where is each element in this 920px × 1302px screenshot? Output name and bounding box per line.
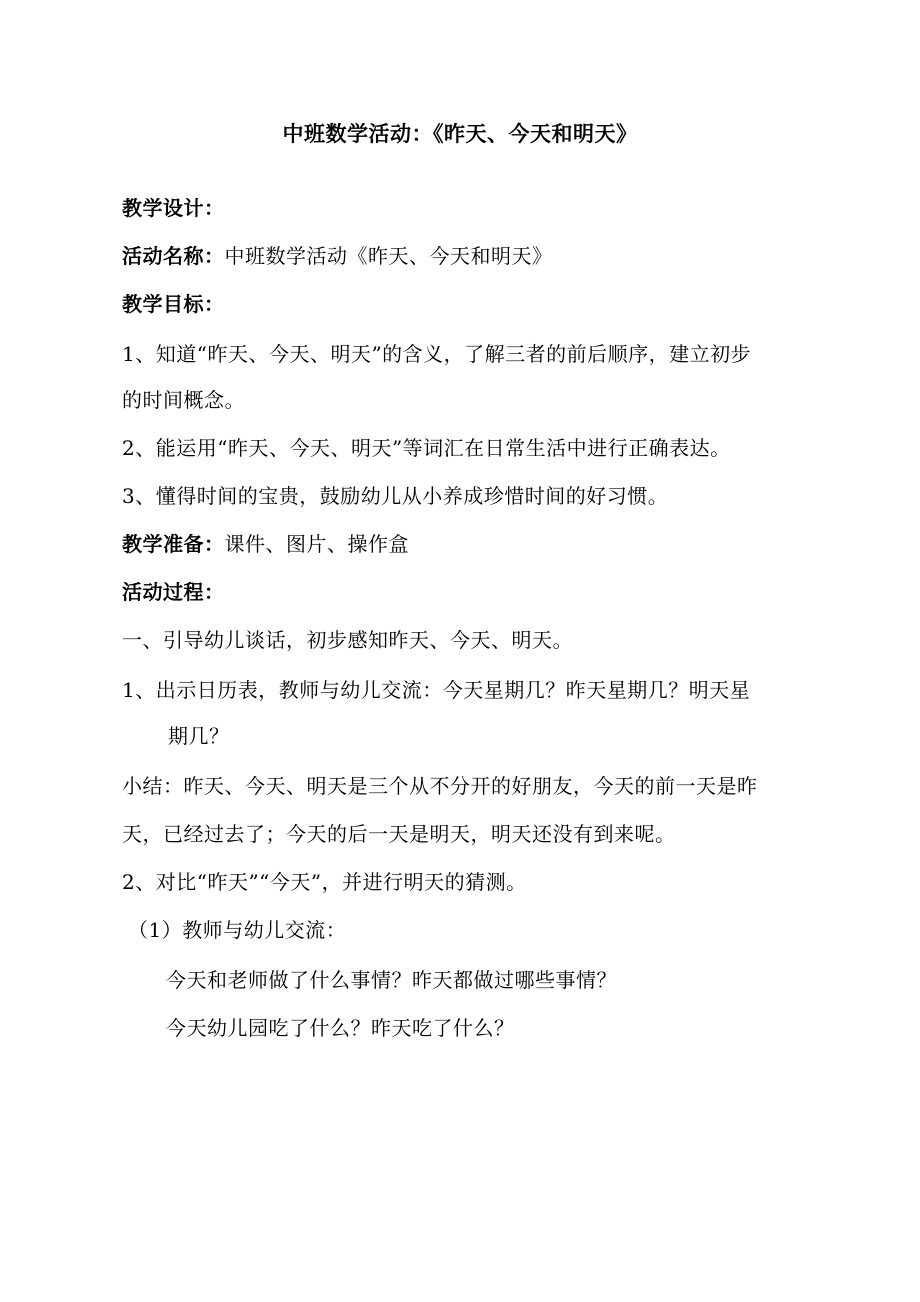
document-title: 中班数学活动：《昨天、今天和明天》 <box>282 121 638 146</box>
goal-item-2: 2、能运用“昨天、今天、明天”等词汇在日常生活中进行正确表达。 <box>122 436 731 460</box>
preparation-line <box>122 530 409 558</box>
process-line: 天，已经过去了；今天的后一天是明天，明天还没有到来呢。 <box>122 822 676 846</box>
process-line: 1、出示日历表，教师与幼儿交流：今天星期几？昨天星期几？明天星 <box>122 678 751 702</box>
process-line: 期几？ <box>168 724 230 748</box>
process-line: 今天和老师做了什么事情？昨天都做过哪些事情？ <box>166 968 617 992</box>
preparation-value: 课件、图片、操作盒 <box>224 532 409 556</box>
goal-item-1: 1、知道“昨天、今天、明天”的含义，了解三者的前后顺序，建立初步 <box>122 342 752 366</box>
activity-name-label: 活动名称： <box>122 244 225 268</box>
design-heading: 教学设计： <box>122 196 225 220</box>
process-line: 一、引导幼儿谈话，初步感知昨天、今天、明天。 <box>122 628 573 652</box>
process-line: 小结：昨天、今天、明天是三个从不分开的好朋友，今天的前一天是昨 <box>122 774 758 798</box>
process-line: （1）教师与幼儿交流： <box>128 918 347 942</box>
activity-name-line <box>122 242 553 270</box>
goal-item-1-cont: 的时间概念。 <box>122 388 245 412</box>
process-line: 今天幼儿园吃了什么？昨天吃了什么？ <box>166 1016 515 1040</box>
activity-name-value: 中班数学活动《昨天、今天和明天》 <box>224 244 553 268</box>
process-line: 2、对比“昨天”“今天”，并进行明天的猜测。 <box>122 870 527 894</box>
process-heading: 活动过程： <box>122 580 225 604</box>
goals-heading: 教学目标： <box>122 292 225 316</box>
goal-item-3: 3、懂得时间的宝贵，鼓励幼儿从小养成珍惜时间的好习惯。 <box>122 484 669 508</box>
preparation-label: 教学准备： <box>122 532 225 556</box>
